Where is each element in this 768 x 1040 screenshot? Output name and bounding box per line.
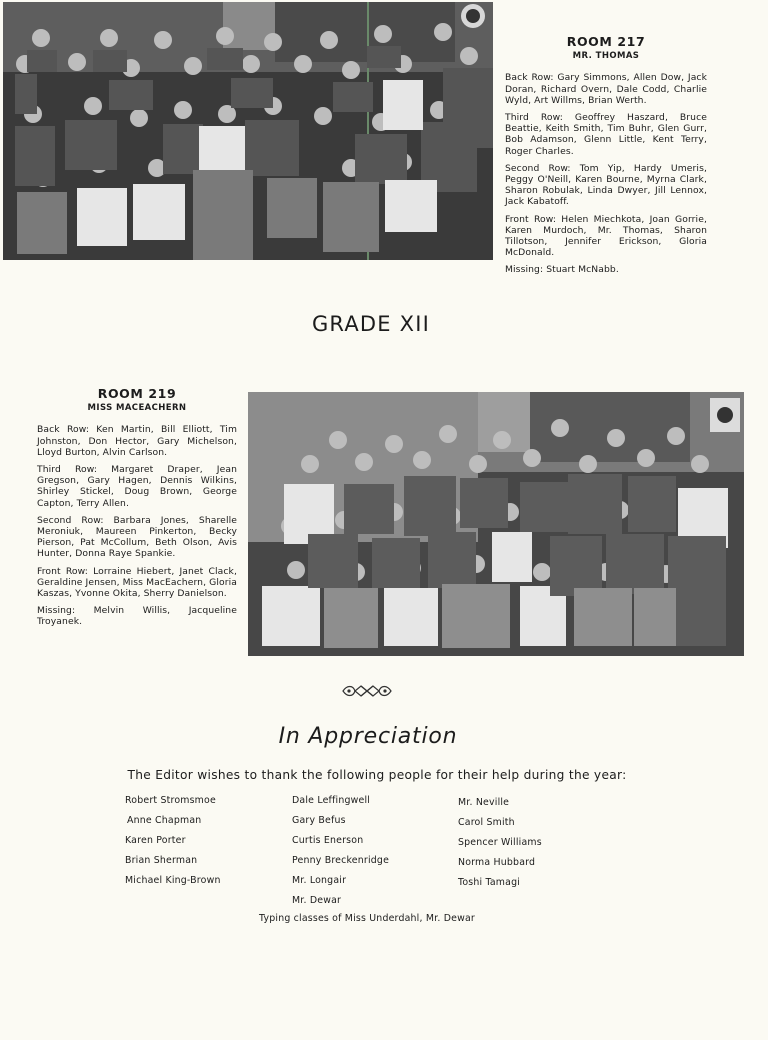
appreciation-name: Anne Chapman [127,815,202,826]
appreciation-intro: The Editor wishes to thank the following people for their help during the year: [127,768,627,782]
appreciation-column-2 [292,794,389,914]
row-names: Tom Yip, Hardy Umeris, Peggy O'Neill, Karen Bourne, Myrna Clark, Sharon Robulak, Linda Dwyer, Jill Lennox, Jack Kabatoff. [505,162,707,208]
row-names: Stuart McNabb. [546,264,619,276]
room-217-second-row [505,163,707,208]
row-label: Missing: [37,605,76,617]
row-label: Second Row: [37,514,104,526]
row-label: Missing: [505,264,544,276]
appreciation-name: Dale Leffingwell [292,795,371,806]
appreciation-name: Mr. Dewar [292,895,342,906]
room-217-back-row [505,72,707,106]
row-label: Back Row: [505,72,554,84]
appreciation-name: Mr. Neville [458,797,510,808]
row-names: Margaret Draper, Jean Gregson, Gary Hagen, Dennis Wilkins, Shirley Stickel, Doug Brown, George Capton, Terry Allen. [37,464,237,509]
row-label: Front Row: [37,565,88,577]
room-219-third-row [37,464,237,509]
room-217-missing [505,264,707,275]
row-names: Geoffrey Haszard, Bruce Beattie, Keith Smith, Tim Buhr, Glen Gurr, Bob Adamson, Glenn Little, Kent Terry, Roger Charles. [505,112,708,157]
room-219-missing [37,605,237,627]
appreciation-name: Gary Befus [292,815,346,826]
room-217-class-photo [3,2,493,260]
appreciation-name: Spencer Williams [458,837,542,848]
appreciation-footer: Typing classes of Miss Underdahl, Mr. Dewar [259,913,475,924]
appreciation-name: Robert Stromsmoe [125,795,216,806]
row-label: Third Row: [37,464,98,476]
row-label: Back Row: [37,424,90,436]
row-names: Ken Martin, Bill Elliott, Tim Johnston, Don Hector, Gary Michelson, Lloyd Burton, Alvin Carlson. [37,424,237,458]
appreciation-name: Michael King-Brown [125,875,221,886]
row-names: Gary Simmons, Allen Dow, Jack Doran, Richard Overn, Dale Codd, Charlie Wyld, Art Willms, Brian Werth. [505,72,707,106]
room-219-teacher: MISS MACEACHERN [87,403,187,414]
room-217-caption [505,36,707,282]
appreciation-name: Brian Sherman [125,855,198,866]
appreciation-name: Curtis Enerson [292,835,364,846]
room-217-teacher: MR. THOMAS [572,51,640,62]
appreciation-name: Toshi Tamagi [458,877,521,888]
row-names: Melvin Willis, Jacqueline Troyanek. [37,605,237,628]
appreciation-name: Penny Breckenridge [292,855,390,866]
row-names: Helen Miechkota, Joan Gorrie, Karen Murdoch, Mr. Thomas, Sharon Tillotson, Jennifer Erickson, Gloria McDonald. [505,213,707,259]
room-219-class-photo [248,392,744,656]
appreciation-name: Norma Hubbard [458,857,536,868]
grade-heading: GRADE XII [311,312,431,336]
room-219-caption [37,388,237,634]
room-219-second-row [37,515,237,560]
row-names: Lorraine Hiebert, Janet Clack, Geraldine Jensen, Miss MacEachern, Gloria Kaszas, Yvonne Okita, Sherry Danielson. [37,565,237,600]
room-217-front-row [505,214,707,259]
appreciation-name: Carol Smith [458,817,515,828]
room-219-front-row [37,566,237,600]
row-label: Second Row: [505,162,571,174]
room-219-title: ROOM 219 [97,386,177,401]
appreciation-name: Karen Porter [125,835,186,846]
row-names: Barbara Jones, Sharelle Meroniuk, Maureen Pinkerton, Becky Pierson, Pat McCollum, Beth Olson, Avis Hunter, Donna Raye Spankie. [37,514,237,560]
row-label: Front Row: [505,213,557,225]
appreciation-column-3 [458,796,542,896]
appreciation-name: Mr. Longair [292,875,347,886]
row-label: Third Row: [505,112,563,124]
room-217-third-row [505,112,707,157]
appreciation-column-1 [125,794,221,894]
decorative-ornament [341,683,393,700]
appreciation-title: In Appreciation [278,724,458,749]
room-219-back-row [37,424,237,458]
room-217-title: ROOM 217 [566,34,646,49]
